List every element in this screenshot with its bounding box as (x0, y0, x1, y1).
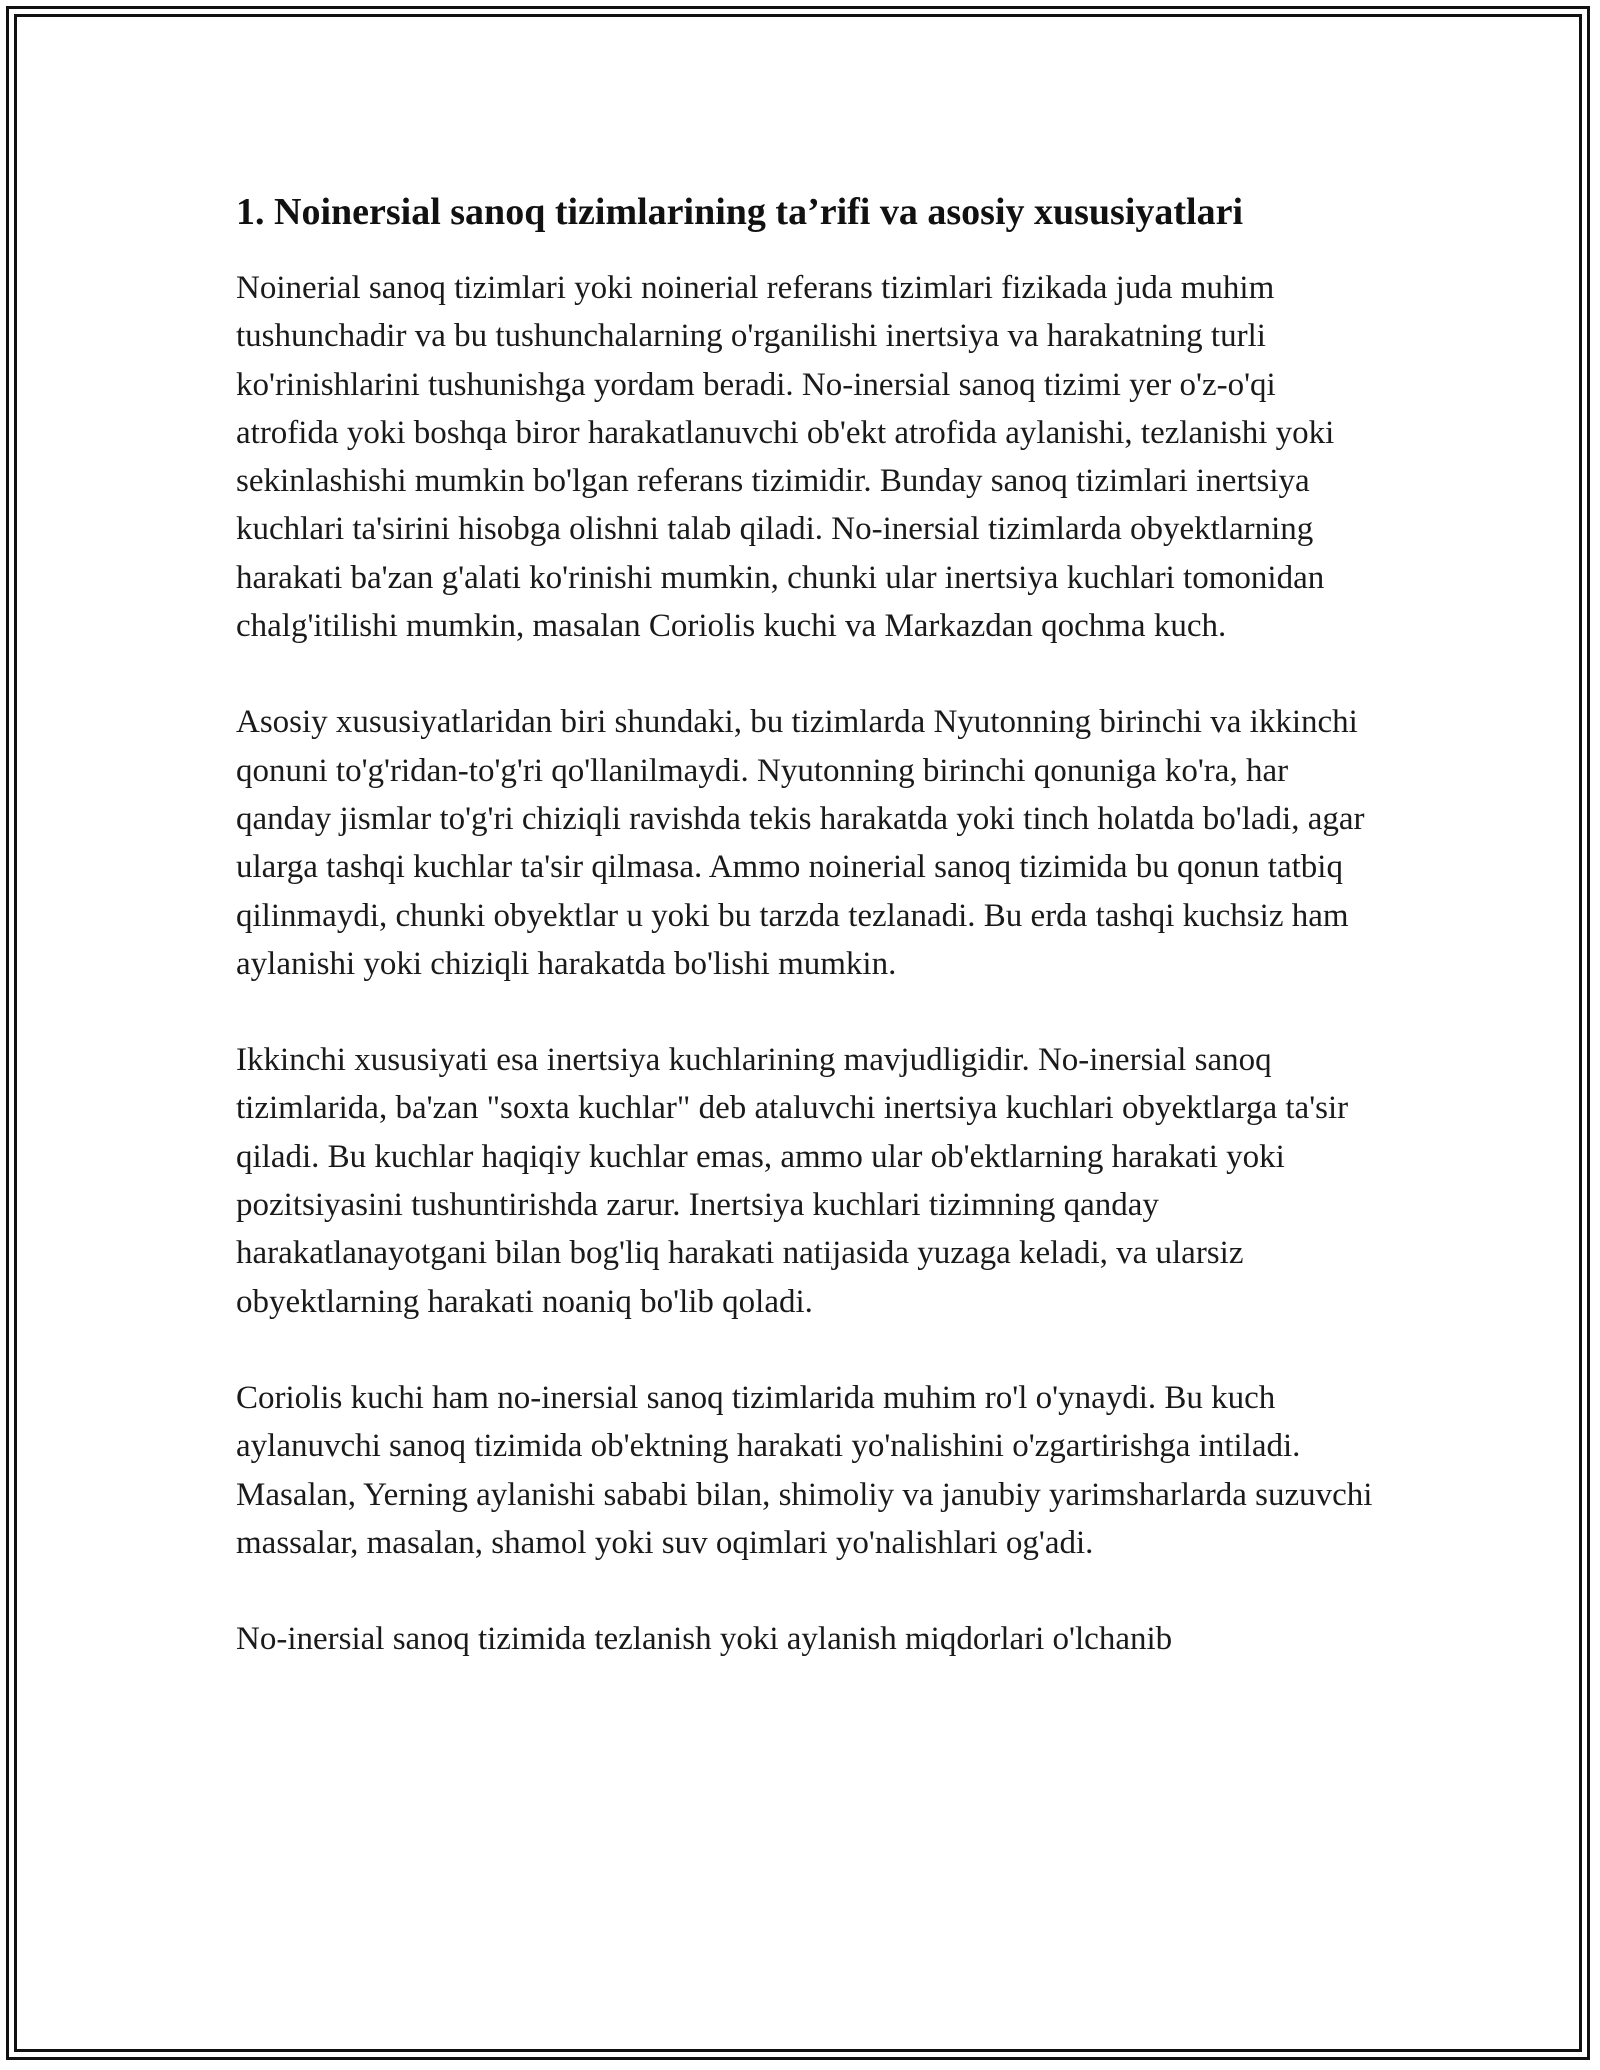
document-body (236, 186, 1376, 1711)
section-heading: 1. Noinersial sanoq tizimlarining ta’rifi va asosiy xususiyatlari (236, 191, 1244, 233)
paragraph-coriolis: Coriolis kuchi ham no-inersial sanoq tizimlarida muhim ro'l o'ynaydi. Bu kuch aylanuvchi sanoq tizimida ob'ektning harakati yo'nalishini o'zgartirishga intiladi. Masalan, Yerning aylanishi sababi bilan, shimoliy va janubiy yarimsharlarda suzuvchi massalar, masalan, shamol yoki suv oqimlari yo'nalishlari og'adi. (236, 1379, 1373, 1561)
paragraph-definition: Noinerial sanoq tizimlari yoki noinerial referans tizimlari fizikada juda muhim tushunchadir va bu tushunchalarning o'rganilishi inertsiya va harakatning turli ko'rinishlarini tushunishga yordam beradi. No-inersial sanoq tizimi yer o'z-o'qi atrofida yoki boshqa biror harakatlanuvchi ob'ekt atrofida aylanishi, tezlanishi yoki sekinlashishi mumkin bo'lgan referans tizimidir. Bunday sanoq tizimlari inertsiya kuchlari ta'sirini hisobga olishni talab qiladi. No-inersial tizimlarda obyektlarning harakati ba'zan g'alati ko'rinishi mumkin, chunki ular inertsiya kuchlari tomonidan chalg'itilishi mumkin, masalan Coriolis kuchi va Markazdan qochma kuch. (236, 270, 1335, 645)
paragraph-newton-laws: Asosiy xususiyatlaridan biri shundaki, bu tizimlarda Nyutonning birinchi va ikkinchi qonuni to'g'ridan-to'g'ri qo'llanilmaydi. Nyutonning birinchi qonuniga ko'ra, har qanday jismlar to'g'ri chiziqli ravishda tekis harakatda yoki tinch holatda bo'ladi, agar ularga tashqi kuchlar ta'sir qilmasa. Ammo noinerial sanoq tizimida bu qonun tatbiq qilinmaydi, chunki obyektlar u yoki bu tarzda tezlanadi. Bu erda tashqi kuchsiz ham aylanishi yoki chiziqli harakatda bo'lishi mumkin. (236, 704, 1365, 982)
paragraph-measurement: No-inersial sanoq tizimida tezlanish yoki aylanish miqdorlari o'lchanib (236, 1621, 1173, 1658)
paragraph-inertial-forces: Ikkinchi xususiyati esa inertsiya kuchlarining mavjudligidir. No-inersial sanoq tizimlarida, ba'zan "soxta kuchlar" deb ataluvchi inertsiya kuchlari obyektlarga ta'sir qiladi. Bu kuchlar haqiqiy kuchlar emas, ammo ular ob'ektlarning harakati yoki pozitsiyasini tushuntirishda zarur. Inertsiya kuchlari tizimning qanday harakatlanayotgani bilan bog'liq harakati natijasida yuzaga keladi, va ularsiz obyektlarning harakati noaniq bo'lib qoladi. (236, 1042, 1349, 1320)
